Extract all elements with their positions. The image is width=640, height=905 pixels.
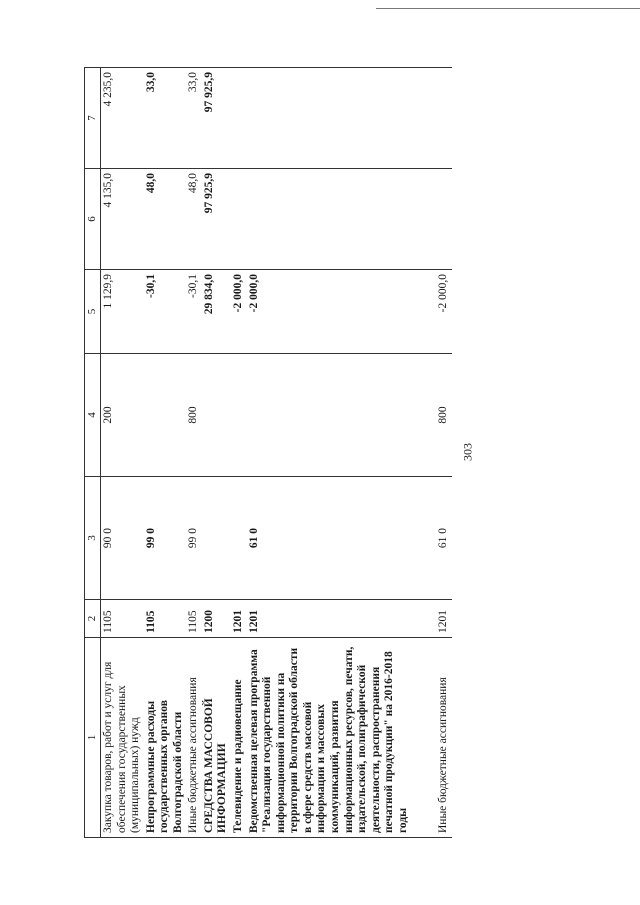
amount-col7: [231, 68, 247, 169]
table-row: [100, 68, 143, 838]
table-row: [202, 68, 231, 838]
table-row: [144, 68, 187, 838]
amount-col7: 33,0: [186, 68, 202, 169]
amount-col5: 29 834,0: [202, 270, 231, 354]
row-name: Телевидение и радиовещание: [231, 638, 247, 838]
amount-col7: 97 925,9: [202, 68, 231, 169]
expense-type-code: 800: [186, 354, 202, 477]
expense-type-code: [144, 354, 187, 477]
column-number: 7: [85, 68, 101, 169]
section-code: 1105: [144, 600, 187, 638]
amount-col6: [231, 169, 247, 270]
amount-col7: [411, 68, 452, 169]
table-row: [247, 68, 412, 838]
row-name: СРЕДСТВА МАССОВОЙ ИНФОРМАЦИИ: [202, 638, 231, 838]
expense-type-code: [247, 354, 412, 477]
column-number: 6: [85, 169, 101, 270]
section-code: 1201: [231, 600, 247, 638]
column-number: 3: [85, 477, 101, 600]
amount-col5: 1 129,9: [100, 270, 143, 354]
amount-col6: 48,0: [144, 169, 187, 270]
amount-col5: -2 000,0: [411, 270, 452, 354]
expense-type-code: [231, 354, 247, 477]
row-name: Закупка товаров, работ и услуг для обеспечения государственных (муниципальных) нужд: [100, 638, 143, 838]
amount-col5: -2 000,0: [247, 270, 412, 354]
program-code: 99 0: [144, 477, 187, 600]
section-code: 1200: [202, 600, 231, 638]
program-code: 90 0: [100, 477, 143, 600]
expense-type-code: [202, 354, 231, 477]
row-name: Иные бюджетные ассигнования: [411, 638, 452, 838]
amount-col6: 4 135,0: [100, 169, 143, 270]
column-number: 5: [85, 270, 101, 354]
amount-col6: [411, 169, 452, 270]
section-code: 1201: [411, 600, 452, 638]
amount-col5: -2 000,0: [231, 270, 247, 354]
rotated-table-container: [84, 68, 638, 838]
amount-col6: 48,0: [186, 169, 202, 270]
amount-col6: 97 925,9: [202, 169, 231, 270]
amount-col7: 4 235,0: [100, 68, 143, 169]
expense-type-code: 200: [100, 354, 143, 477]
table-row: [186, 68, 202, 838]
amount-col7: [247, 68, 412, 169]
column-number-row: [85, 68, 101, 838]
column-number: 2: [85, 600, 101, 638]
row-name: Непрограммные расходы государственных органов Волгоградской области: [144, 638, 187, 838]
section-code: 1201: [247, 600, 412, 638]
section-code: 1105: [100, 600, 143, 638]
program-code: 61 0: [411, 477, 452, 600]
budget-table: [84, 67, 452, 838]
row-name: Иные бюджетные ассигнования: [186, 638, 202, 838]
amount-col5: -30,1: [186, 270, 202, 354]
program-code: [231, 477, 247, 600]
row-name: Ведомственная целевая программа "Реализация государственной информационной политики на территории Волгоградской области в сфере средств массовой информации и массовых коммуникаций, развития информационных ресурсов, печати, издательской, полиграфической деятельности, распространения печатной продукции" на 2016-2018 годы: [247, 638, 412, 838]
expense-type-code: 800: [411, 354, 452, 477]
program-code: 99 0: [186, 477, 202, 600]
amount-col6: [247, 169, 412, 270]
program-code: [202, 477, 231, 600]
top-rule: [376, 8, 640, 9]
program-code: 61 0: [247, 477, 412, 600]
column-number: 1: [85, 638, 101, 838]
column-number: 4: [85, 354, 101, 477]
amount-col5: -30,1: [144, 270, 187, 354]
section-code: 1105: [186, 600, 202, 638]
table-row: [411, 68, 452, 838]
table-row: [231, 68, 247, 838]
page-number: 303: [460, 443, 475, 461]
amount-col7: 33,0: [144, 68, 187, 169]
